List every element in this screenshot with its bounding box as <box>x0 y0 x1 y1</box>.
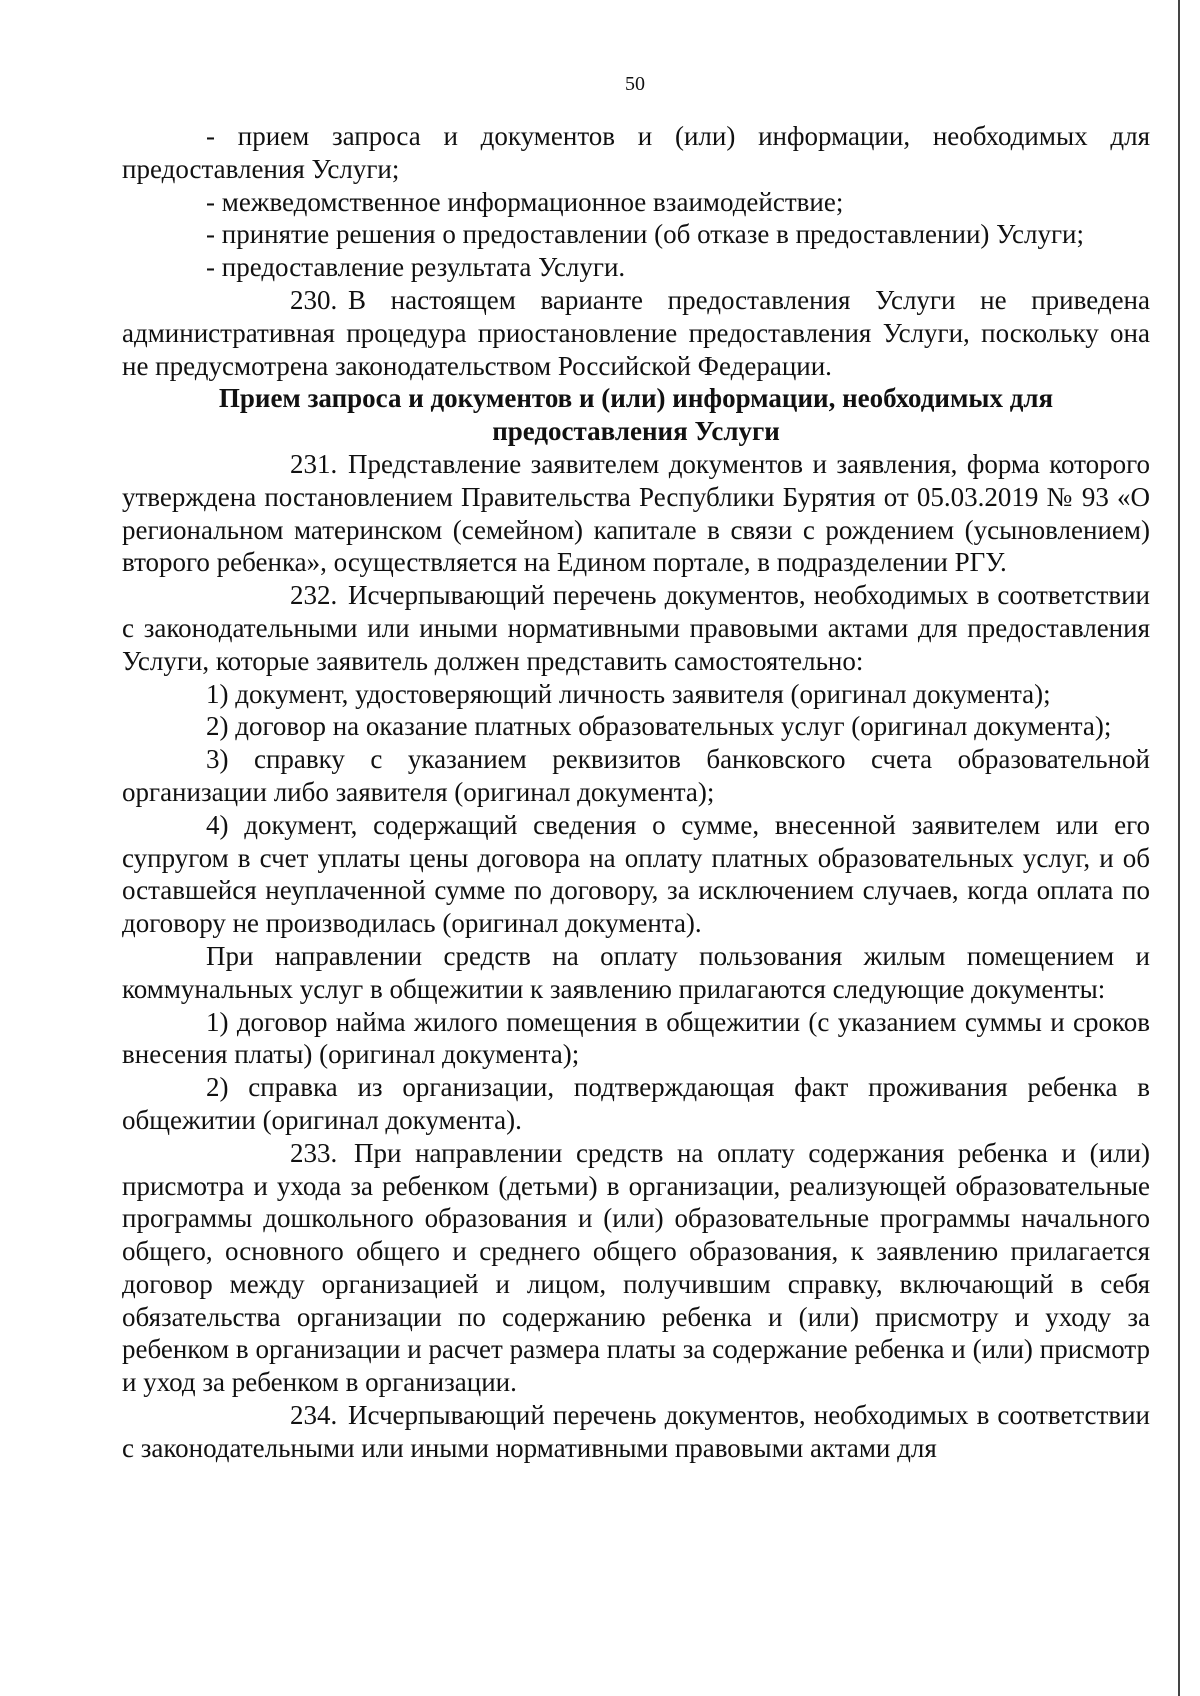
paragraph-231-number: 231. <box>290 448 338 479</box>
intro-item-1: - прием запроса и документов и (или) информации, необходимых для предоставления Услуги; <box>122 121 1150 184</box>
paragraph-230-text: В настоящем варианте предоставления Услуги не приведена административная процедура приостановление предоставления Услуги, поскольку она не предусмотрена законодательством Российской Федерации. <box>122 284 1150 381</box>
paragraph-230 <box>122 284 1150 382</box>
paragraph-232 <box>122 579 1150 677</box>
section-heading-line-1: Прием запроса и документов и (или) информации, необходимых для <box>218 383 1054 414</box>
paragraph-231 <box>122 448 1150 579</box>
list2-item-1: 1) договор найма жилого помещения в общежитии (с указанием суммы и сроков внесения платы) (оригинал документа); <box>122 1006 1150 1070</box>
list1-item-1: 1) документ, удостоверяющий личность заявителя (оригинал документа); <box>206 678 1051 709</box>
paragraph-233-number: 233. <box>290 1137 338 1168</box>
list1-item-4: 4) документ, содержащий сведения о сумме, внесенной заявителем или его супругом в счет уплаты цены договора на оплату платных образовательных услуг, и об оставшейся неуплаченной сумме по договору, за исключением случаев, когда оплата по договору не производилась (оригинал документа). <box>122 809 1150 939</box>
paragraph-234-number: 234. <box>290 1400 338 1431</box>
section-heading-line-2: предоставления Услуги <box>492 416 780 447</box>
section-heading <box>122 382 1150 448</box>
intro-item-3: - принятие решения о предоставлении (об отказе в предоставлении) Услуги; <box>206 219 1084 250</box>
intro-item-2: - межведомственное информационное взаимодействие; <box>206 186 844 217</box>
paragraph-233-text: При направлении средств на оплату содержания ребенка и (или) присмотра и ухода за ребенком (детьми) в организации, реализующей образовательные программы дошкольного образования и (или) образовательные программы начального общего, основного общего и среднего общего образования, к заявлению прилагается договор между организацией и лицом, получившим справку, включающий в себя обязательства организации по содержанию ребенка и (или) присмотру и уходу за ребенком в организации и расчет размера платы за содержание ребенка и (или) присмотр и уход за ребенком в организации. <box>122 1137 1150 1398</box>
document-body <box>122 120 1150 1465</box>
paragraph-234 <box>122 1399 1150 1465</box>
paragraph-233 <box>122 1137 1150 1399</box>
paragraph-231-text: Представление заявителем документов и заявления, форма которого утверждена постановлением Правительства Республики Бурятия от 05.03.2019 № 93 «О региональном материнском (семейном) капитале в связи с рождением (усыновлением) второго ребенка», осуществляется на Едином портале, в подразделении РГУ. <box>122 448 1150 578</box>
list1-item-3: 3) справку с указанием реквизитов банковского счета образовательной организации либо заявителя (оригинал документа); <box>122 744 1150 807</box>
list1-item-2: 2) договор на оказание платных образовательных услуг (оригинал документа); <box>206 711 1112 742</box>
paragraph-232-text: Исчерпывающий перечень документов, необходимых в соответствии с законодательными или иными нормативными правовыми актами для предоставления Услуги, которые заявитель должен представить самостоятельно: <box>122 580 1150 676</box>
dormitory-intro: При направлении средств на оплату пользования жилым помещением и коммунальных услуг в общежитии к заявлению прилагаются следующие документы: <box>122 940 1150 1004</box>
list2-item-2: 2) справка из организации, подтверждающая факт проживания ребенка в общежитии (оригинал документа). <box>122 1072 1150 1135</box>
paragraph-232-number: 232. <box>290 580 338 611</box>
paragraph-230-number: 230. <box>290 284 338 315</box>
page-number: 50 <box>625 73 645 95</box>
scan-edge-line <box>1178 0 1180 1696</box>
paragraph-234-text: Исчерпывающий перечень документов, необходимых в соответствии с законодательными или иными нормативными правовыми актами для <box>122 1400 1150 1463</box>
intro-item-4: - предоставление результата Услуги. <box>206 252 626 283</box>
